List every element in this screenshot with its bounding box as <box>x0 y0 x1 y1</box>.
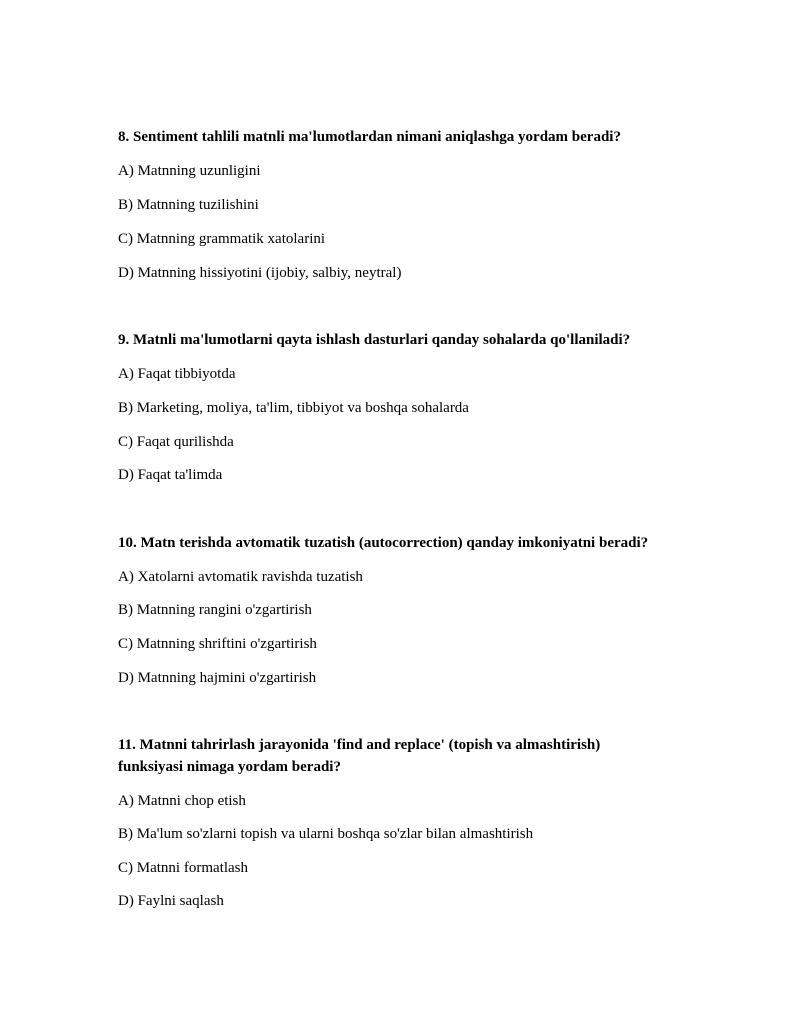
question-9-option-d: D) Faqat ta'limda <box>118 467 223 483</box>
question-10 <box>118 532 718 554</box>
question-8 <box>118 126 718 148</box>
question-8-option-b: B) Matnning tuzilishini <box>118 197 259 213</box>
question-9-text: 9. Matnli ma'lumotlarni qayta ishlash dasturlari qanday sohalarda qo'llaniladi? <box>118 332 631 348</box>
question-10-option-d: D) Matnning hajmini o'zgartirish <box>118 670 317 686</box>
question-10-option-c: C) Matnning shriftini o'zgartirish <box>118 636 317 652</box>
question-11-option-d: D) Faylni saqlash <box>118 893 224 909</box>
question-9-option-b: B) Marketing, moliya, ta'lim, tibbiyot va boshqa sohalarda <box>118 400 469 416</box>
question-11-text-line2: funksiyasi nimaga yordam beradi? <box>118 759 341 775</box>
question-11-option-b: B) Ma'lum so'zlarni topish va ularni boshqa so'zlar bilan almashtirish <box>118 826 534 842</box>
question-11-option-c: C) Matnni formatlash <box>118 860 248 876</box>
question-8-option-d: D) Matnning hissiyotini (ijobiy, salbiy, neytral) <box>118 265 402 281</box>
question-11 <box>118 734 718 778</box>
question-8-option-c: C) Matnning grammatik xatolarini <box>118 231 326 247</box>
question-9-option-c: C) Faqat qurilishda <box>118 434 234 450</box>
question-9-option-a: A) Faqat tibbiyotda <box>118 366 236 382</box>
question-9 <box>118 329 718 351</box>
question-8-option-a: A) Matnning uzunligini <box>118 163 261 179</box>
question-10-option-a: A) Xatolarni avtomatik ravishda tuzatish <box>118 569 363 585</box>
question-11-text-line1: 11. Matnni tahrirlash jarayonida 'find and replace' (topish va almashtirish) <box>118 737 601 753</box>
question-11-option-a: A) Matnni chop etish <box>118 793 246 809</box>
question-8-text: 8. Sentiment tahlili matnli ma'lumotlardan nimani aniqlashga yordam beradi? <box>118 129 621 145</box>
question-10-option-b: B) Matnning rangini o'zgartirish <box>118 602 312 618</box>
question-10-text: 10. Matn terishda avtomatik tuzatish (autocorrection) qanday imkoniyatni beradi? <box>118 535 649 551</box>
